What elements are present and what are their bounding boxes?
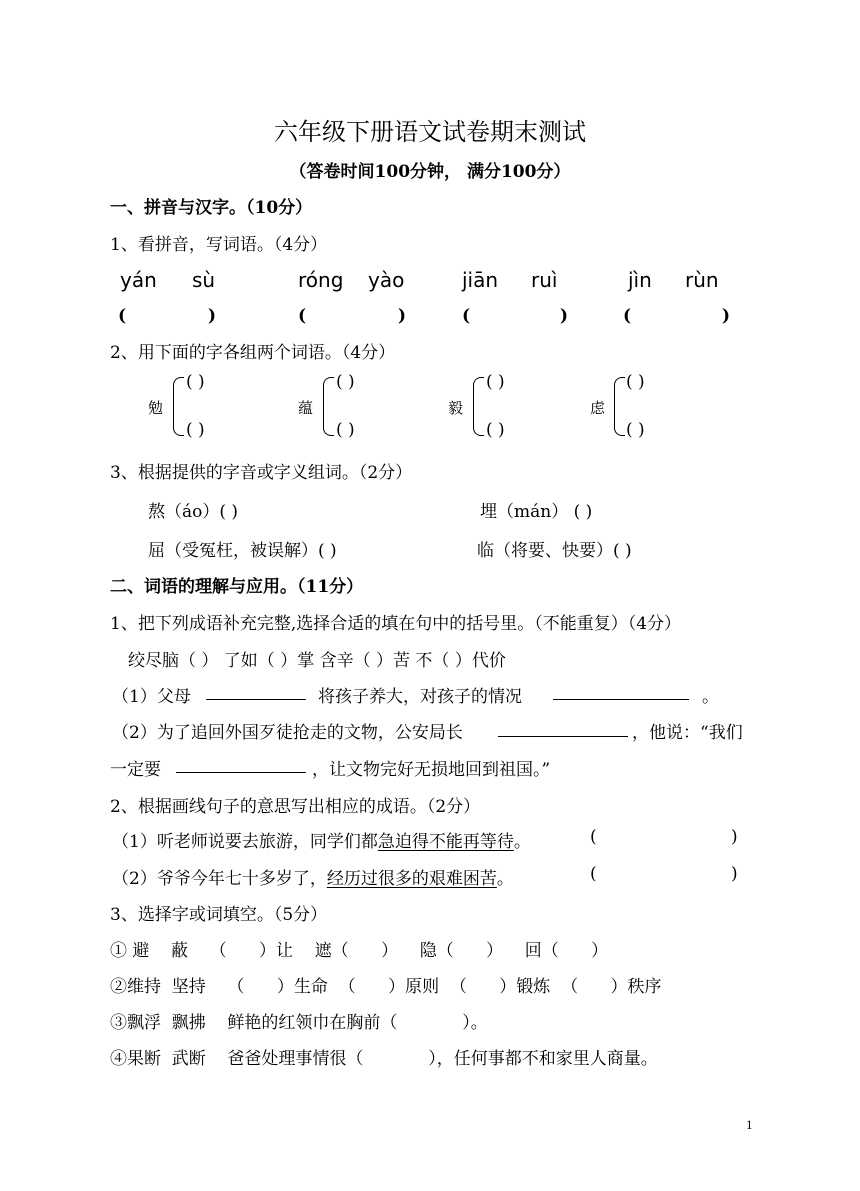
choice-row-2[interactable]: ②维持 坚持 （ ）生命 （ ）原则 （ ）锻炼 （ ）秩序 <box>110 977 662 997</box>
answer-paren[interactable]: ( ) <box>336 420 355 440</box>
group-char: 勉 <box>148 399 164 417</box>
fill-blank[interactable] <box>498 735 628 737</box>
sentence-1-start: （1）父母 <box>112 687 191 707</box>
q3-item-d[interactable]: 临（将要、快要）( ) <box>477 541 632 561</box>
s2-q1-label: 1、把下列成语补充完整,选择合适的填在句中的括号里。（不能重复）（4分） <box>110 614 682 634</box>
pinyin-1: yán <box>120 268 157 292</box>
brace-icon <box>614 377 625 406</box>
q3-label: 3、根据提供的字音或字义组词。（2分） <box>110 463 413 483</box>
answer-paren-open[interactable]: ( <box>298 306 307 326</box>
q2-sentence-1-text: （1）听老师说要去旅游，同学们都 <box>112 832 378 852</box>
answer-paren-open[interactable]: ( <box>623 306 632 326</box>
underlined-phrase: 急迫得不能再等待 <box>377 832 514 852</box>
answer-paren-close: ) <box>208 306 217 326</box>
answer-paren[interactable]: ( ) <box>626 420 645 440</box>
s2-q3-label: 3、选择字或词填空。（5分） <box>110 905 328 925</box>
answer-paren[interactable]: ( ) <box>626 372 645 392</box>
pinyin-2: sù <box>192 268 216 292</box>
choice-row-4[interactable]: ④果断 武断 爸爸处理事情很（ ），任何事都不和家里人商量。 <box>110 1049 658 1069</box>
fill-blank[interactable] <box>176 771 306 773</box>
answer-paren[interactable]: ( ) <box>486 420 505 440</box>
s2-q2-label: 2、根据画线句子的意思写出相应的成语。（2分） <box>110 797 481 817</box>
underlined-phrase: 经历过很多的艰难困苦 <box>326 869 497 889</box>
sentence-1-mid: 将孩子养大，对孩子的情况 <box>318 687 522 707</box>
q1-label: 1、看拼音，写词语。（4分） <box>110 235 328 255</box>
brace-icon <box>323 377 334 406</box>
page-subtitle: （答卷时间100分钟， 满分100分） <box>289 162 571 182</box>
brace-icon <box>614 405 625 436</box>
pinyin-3: róng <box>298 268 344 292</box>
answer-paren[interactable]: ( ) <box>336 372 355 392</box>
brace-icon <box>473 377 484 406</box>
answer-paren[interactable]: ( ) <box>186 372 205 392</box>
pinyin-5: jiān <box>462 268 499 292</box>
fill-blank[interactable] <box>206 698 306 700</box>
idioms-row[interactable]: 绞尽脑（ ） 了如（ ）掌 含辛（ ）苦 不（ ）代价 <box>128 651 506 671</box>
brace-icon <box>323 405 334 436</box>
pinyin-6: ruì <box>531 268 558 292</box>
answer-paren-open[interactable]: ( <box>462 306 471 326</box>
answer-paren-open[interactable]: ( <box>118 306 127 326</box>
answer-paren-close: ) <box>722 306 731 326</box>
sentence-2-start: （2）为了追回外国歹徒抢走的文物，公安局长 <box>112 723 463 743</box>
fill-blank[interactable] <box>553 698 689 700</box>
page-number: 1 <box>746 1117 753 1132</box>
answer-paren-open[interactable]: ( <box>590 827 597 847</box>
q2-label: 2、用下面的字各组两个词语。（4分） <box>110 343 396 363</box>
answer-paren-close: ) <box>398 306 407 326</box>
section2-heading: 二、词语的理解与应用。（11分） <box>110 577 364 597</box>
sentence-3-end: ，让文物完好无损地回到祖国。” <box>312 760 551 780</box>
choice-row-3[interactable]: ③飘浮 飘拂 鲜艳的红领巾在胸前（ ）。 <box>110 1013 488 1033</box>
answer-paren-close: ) <box>560 306 569 326</box>
period: 。 <box>496 869 514 889</box>
q3-item-b[interactable]: 埋（mán） ( ) <box>480 502 593 522</box>
sentence-3-start: 一定要 <box>110 760 161 780</box>
answer-paren-open[interactable]: ( <box>590 864 597 884</box>
answer-paren-close: ) <box>731 864 738 884</box>
pinyin-7: jìn <box>628 268 652 292</box>
group-char: 毅 <box>448 399 464 417</box>
group-char: 虑 <box>590 399 606 417</box>
page-title: 六年级下册语文试卷期末测试 <box>274 118 586 146</box>
pinyin-8: rùn <box>685 268 719 292</box>
q3-item-c[interactable]: 屈（受冤枉，被误解）( ) <box>148 541 337 561</box>
answer-paren-close: ) <box>731 827 738 847</box>
brace-icon <box>473 405 484 436</box>
sentence-2-end: ，他说：“我们 <box>632 723 743 743</box>
choice-row-1[interactable]: ① 避 蔽 （ ）让 遮（ ） 隐（ ） 回（ ） <box>110 941 609 961</box>
group-char: 蕴 <box>298 399 314 417</box>
section1-heading: 一、拼音与汉字。（10分） <box>110 198 313 218</box>
q2-sentence-2-text: （2）爷爷今年七十多岁了， <box>112 869 327 889</box>
q2-sentence-2 <box>112 864 514 889</box>
brace-icon <box>173 377 184 406</box>
q3-item-a[interactable]: 熬（áo）( ) <box>148 502 239 522</box>
sentence-1-end: 。 <box>702 687 719 707</box>
q2-sentence-1 <box>112 827 531 852</box>
answer-paren[interactable]: ( ) <box>186 420 205 440</box>
period: 。 <box>513 832 531 852</box>
brace-icon <box>173 405 184 436</box>
pinyin-4: yào <box>368 268 405 292</box>
answer-paren[interactable]: ( ) <box>486 372 505 392</box>
